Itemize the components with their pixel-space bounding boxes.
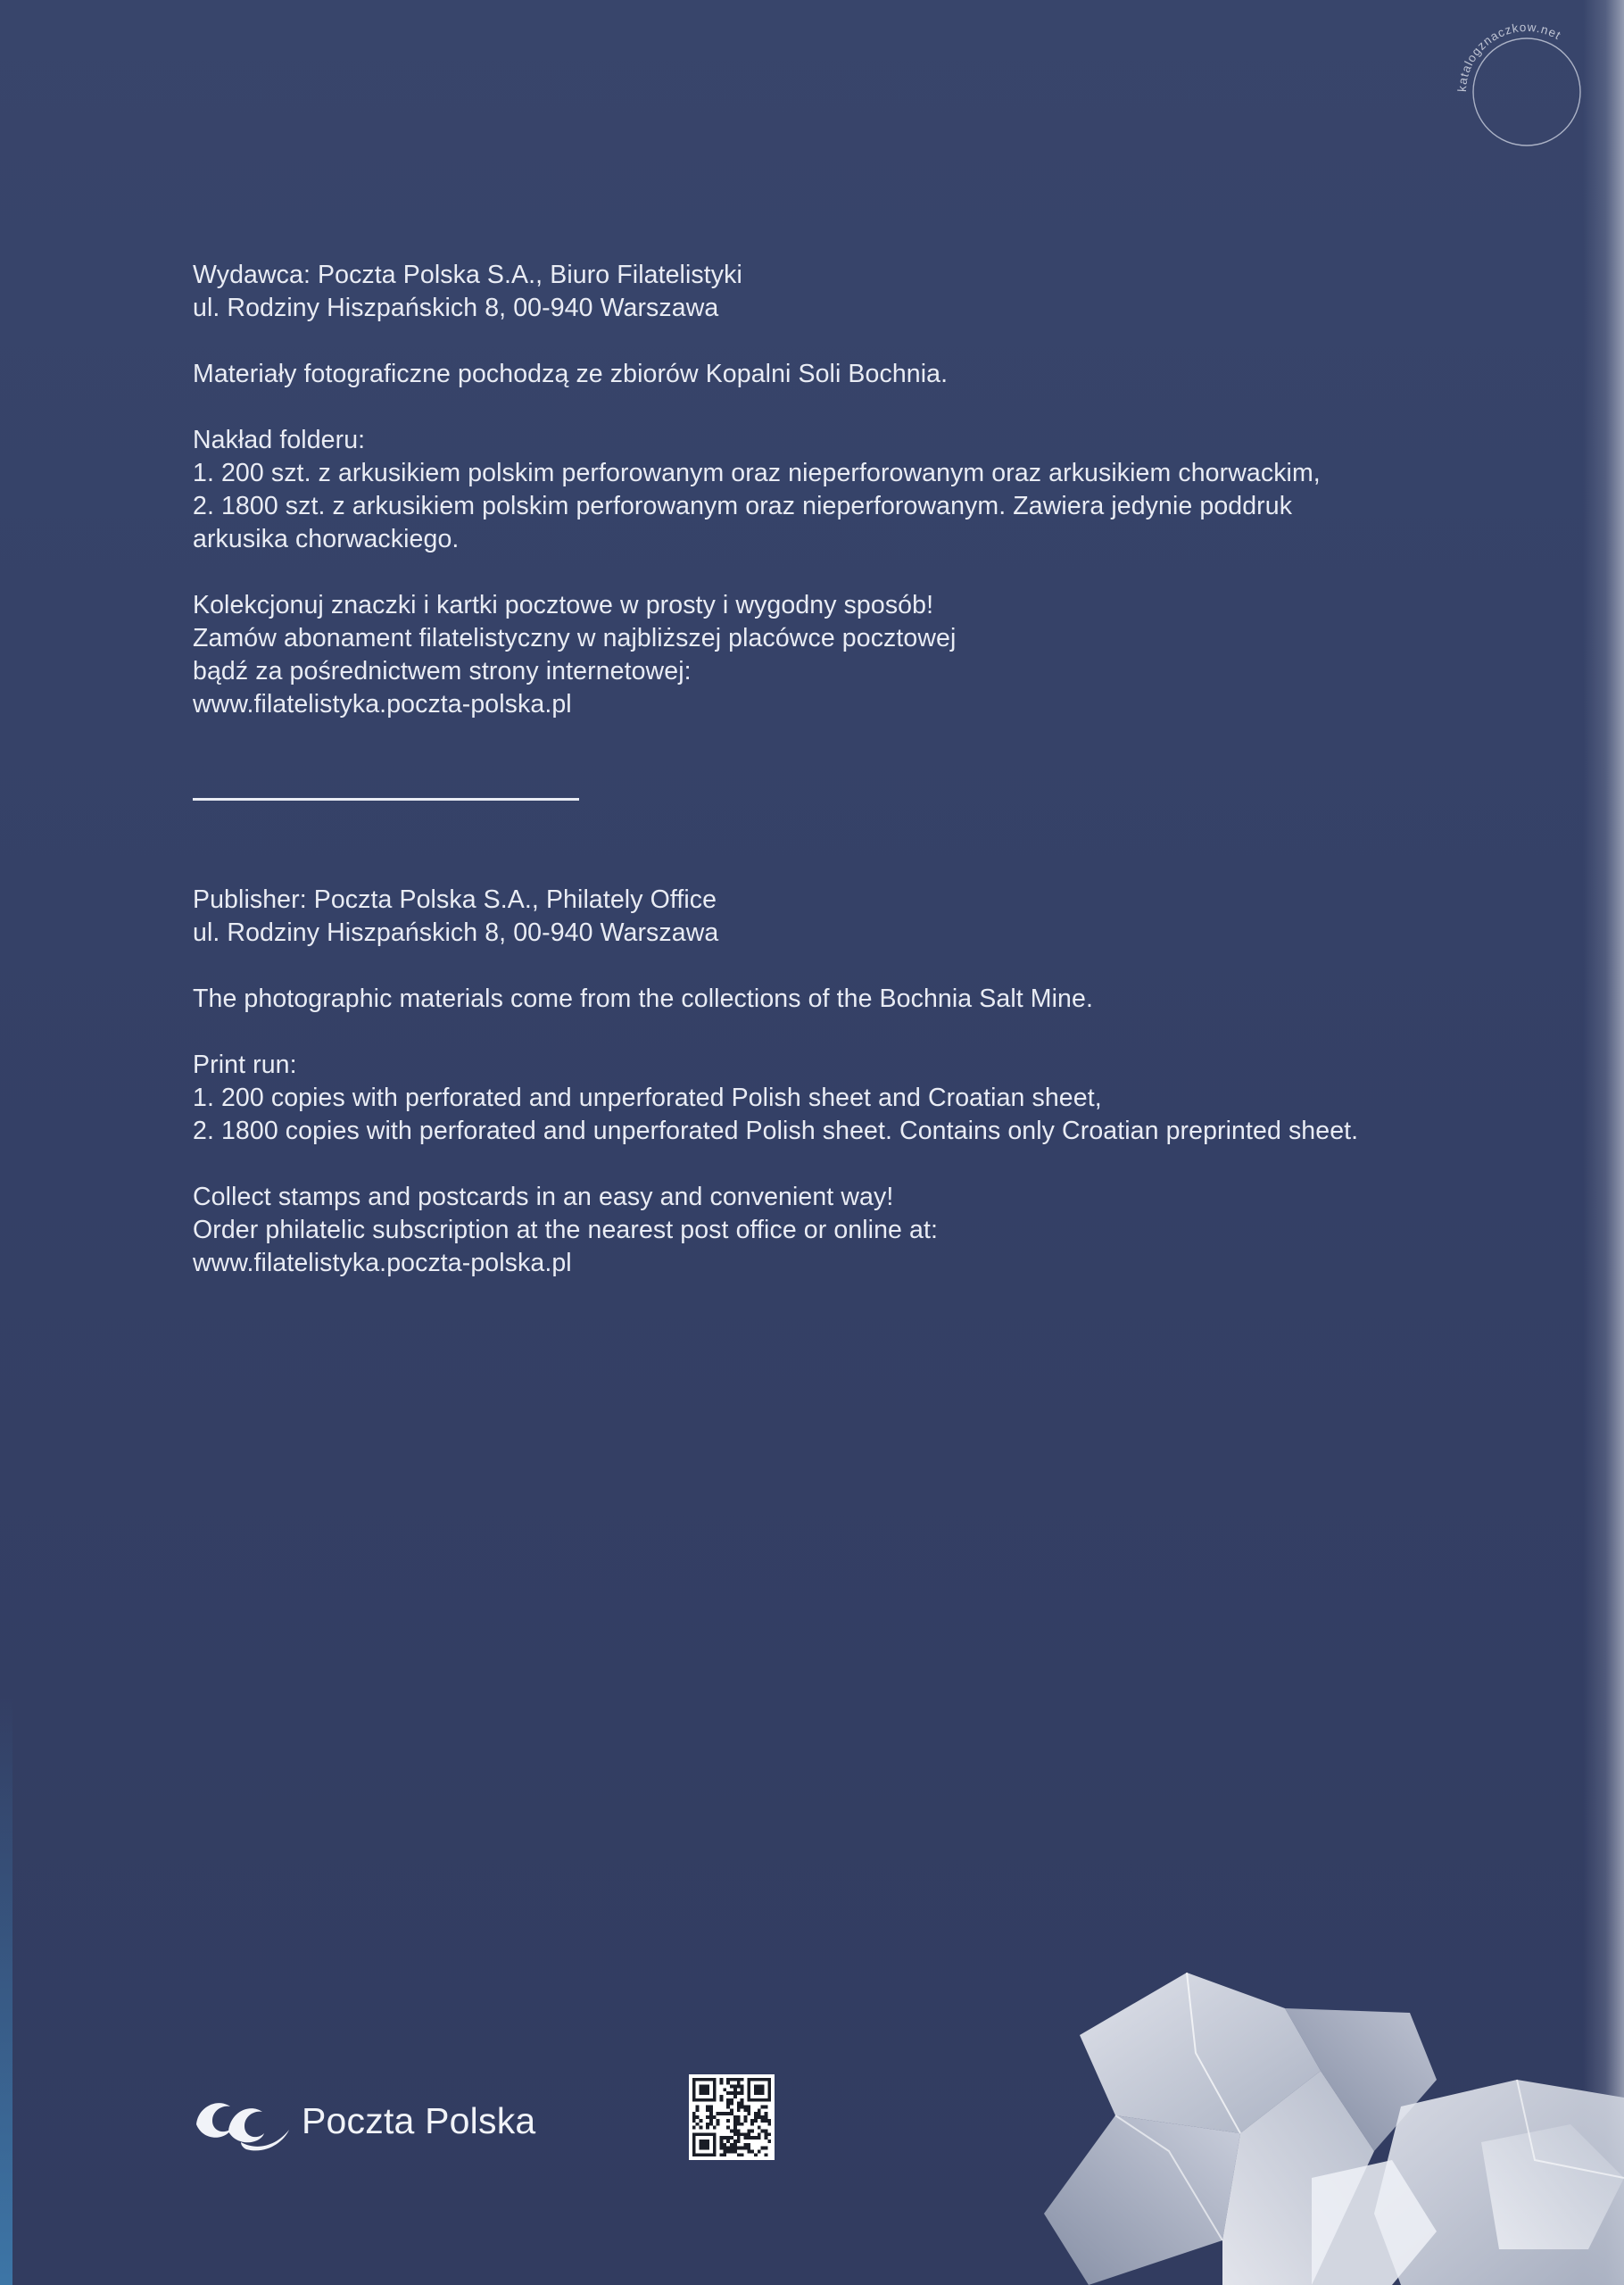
poczta-polska-logo [191,2089,535,2153]
english-publisher-line1: Publisher: Poczta Polska S.A., Philately Office [193,885,717,914]
post-horn-icon [191,2089,293,2153]
logo-wordmark: Poczta Polska [302,2099,536,2141]
page-edge-highlight [0,1696,12,2285]
english-website-link[interactable]: www.filatelistyka.poczta-polska.pl [193,1249,572,1277]
svg-text:katalogznaczkow.net [1455,21,1563,92]
english-collect-line2: Order philatelic subscription at the nearest post office or online at: [193,1216,939,1244]
polish-collect-line1: Kolekcjonuj znaczki i kartki pocztowe w prosty i wygodny sposób! [193,591,934,619]
english-publisher-line2: ul. Rodziny Hiszpańskich 8, 00-940 Warszawa [193,918,719,947]
watermark-stamp [1451,16,1603,168]
salt-crystals-image [1017,1946,1624,2285]
qr-code[interactable] [689,2074,775,2160]
watermark-text: katalogznaczkow.net [1454,20,1564,93]
polish-photo-credit: Materiały fotograficzne pochodzą ze zbiorów Kopalni Soli Bochnia. [193,360,949,388]
polish-section [193,259,1442,721]
polish-collect-line2: Zamów abonament filatelistyczny w najbliższej placówce pocztowej [193,624,957,652]
polish-website-link[interactable]: www.filatelistyka.poczta-polska.pl [193,690,572,719]
english-print-run-item2: 2. 1800 copies with perforated and unperforated Polish sheet. Contains only Croatian preprinted sheet. [193,1117,1359,1145]
english-collect-line1: Collect stamps and postcards in an easy and convenient way! [193,1183,894,1211]
polish-publisher-line1: Wydawca: Poczta Polska S.A., Biuro Filatelistyki [193,261,742,289]
english-section [193,884,1442,1280]
polish-print-run-item1: 1. 200 szt. z arkusikiem polskim perforowanym oraz nieperforowanym oraz arkusikiem chorwackim, [193,459,1321,487]
english-print-run-item1: 1. 200 copies with perforated and unperforated Polish sheet and Croatian sheet, [193,1084,1102,1112]
page-edge-shadow [1583,0,1624,2285]
polish-publisher-line2: ul. Rodziny Hiszpańskich 8, 00-940 Warszawa [193,294,719,322]
polish-print-run-item2-line1: 2. 1800 szt. z arkusikiem polskim perforowanym oraz nieperforowanym. Zawiera jedynie poddruk [193,492,1293,520]
polish-print-run-heading: Nakład folderu: [193,426,366,454]
english-print-run-heading: Print run: [193,1051,297,1079]
polish-print-run-item2-line2: arkusika chorwackiego. [193,525,460,553]
section-divider [193,798,579,801]
english-photo-credit: The photographic materials come from the collections of the Bochnia Salt Mine. [193,985,1093,1013]
polish-collect-line3: bądź za pośrednictwem strony internetowej: [193,657,692,686]
